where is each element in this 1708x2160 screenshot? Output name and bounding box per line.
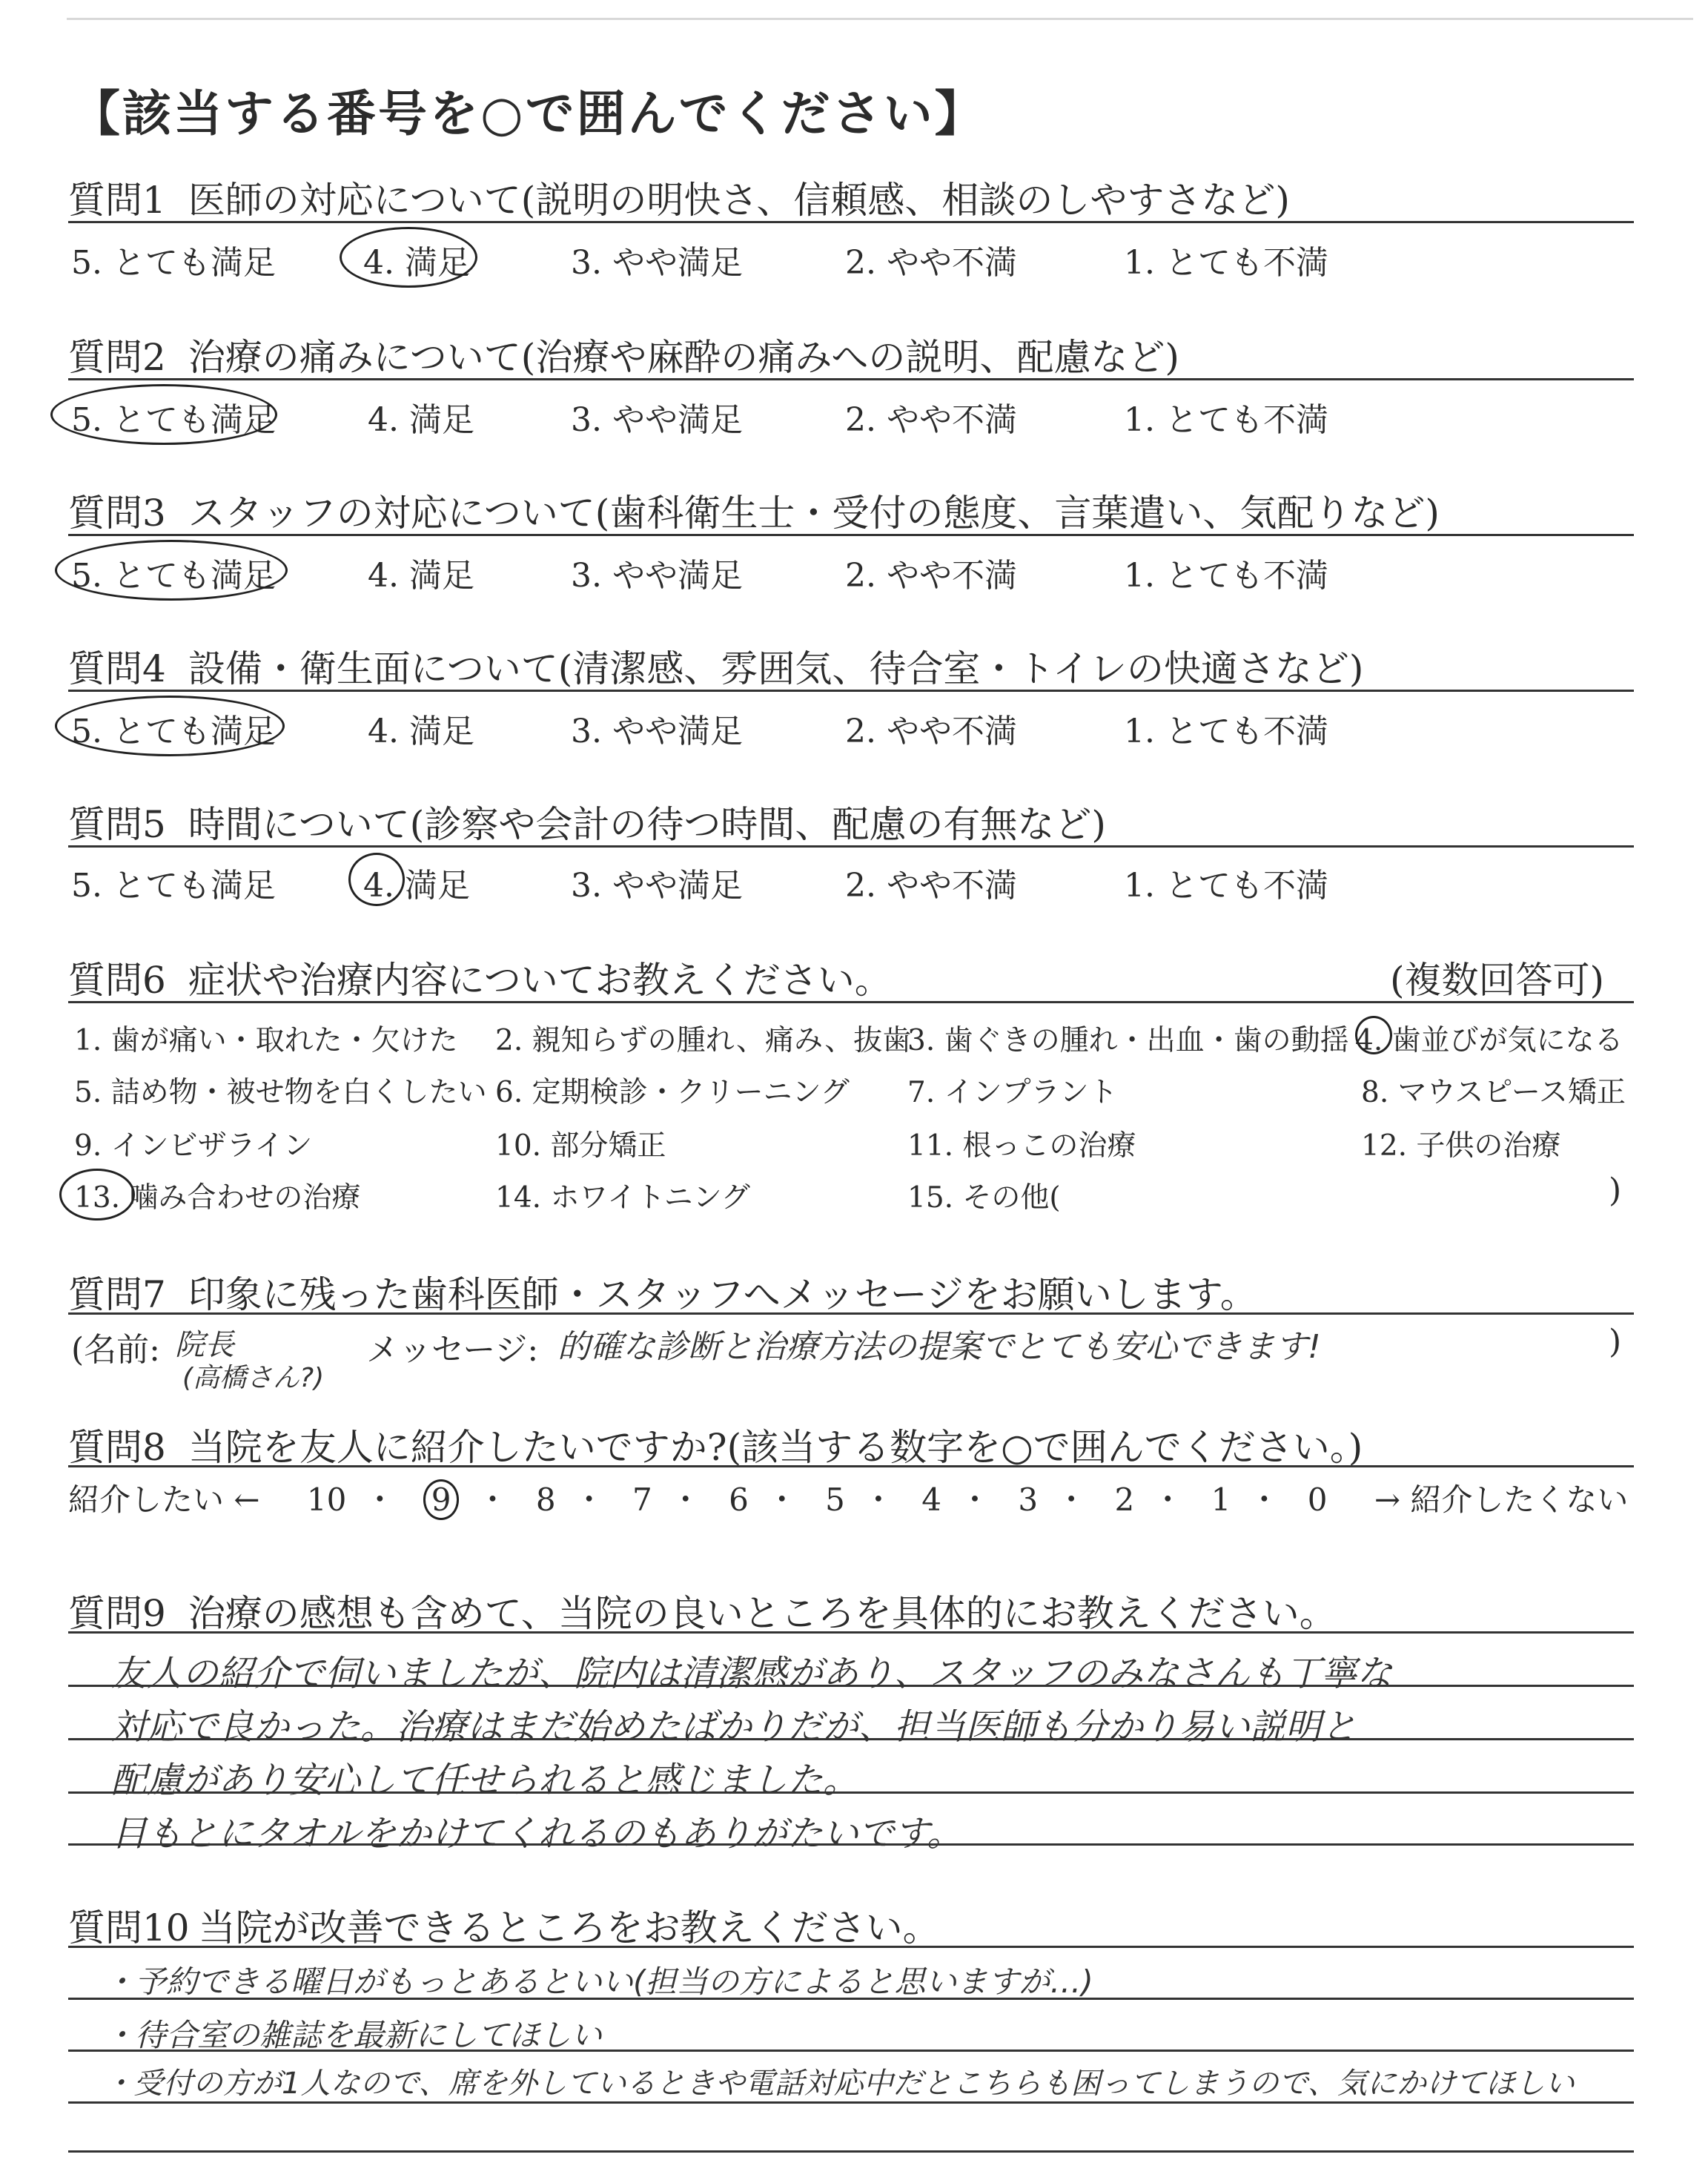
q6-item-2[interactable]: 2. 親知らずの腫れ、痛み、抜歯 [495,1024,912,1057]
question-10-title: 質問10 当院が改善できるところをお教えください。 [68,1906,940,1949]
q10-line-1: ・予約できる曜日がもっとあるといい(担当の方によると思いますが…) [104,1964,1093,2000]
question-10-rule-4 [68,2150,1634,2153]
q3-option-2[interactable]: 2. やや不満 [845,557,1017,595]
q4-option-1[interactable]: 1. とても不満 [1124,713,1328,750]
q2-option-3[interactable]: 3. やや満足 [571,401,743,439]
question-6-title: 質問6 症状や治療内容についてお教えください。 [68,959,892,1002]
q6-item-12[interactable]: 12. 子供の治療 [1361,1129,1561,1163]
q6-item-10[interactable]: 10. 部分矯正 [495,1129,666,1163]
q10-line-3: ・受付の方が1人なので、席を外しているときや電話対応中だとこちらも困ってしまうので、気にかけてほしい [104,2067,1575,2101]
scale-right-label: → 紹介したくない [1374,1482,1629,1518]
q1-option-3[interactable]: 3. やや満足 [571,244,743,282]
q9-line-3: 配慮があり安心して任せられると感じました。 [111,1760,859,1801]
scale-10[interactable]: 10 [306,1482,347,1518]
question-10-rule-3 [68,2101,1634,2104]
question-4-title: 質問4 設備・衛生面について(清潔感、雰囲気、待合室・トイレの快適さなど) [68,647,1364,690]
scale-0[interactable]: 0 [1307,1482,1328,1518]
scale-8[interactable]: 8 [535,1482,556,1518]
q5-option-1[interactable]: 1. とても不満 [1124,867,1328,905]
question-9-rule-0 [68,1631,1634,1634]
q9-line-2: 対応で良かった。治療はまだ始めたばかりだが、担当医師も分かり易い説明と [111,1706,1357,1748]
scale-6[interactable]: 6 [729,1482,749,1518]
question-10-rule-1 [68,1998,1634,2000]
q6-item-6[interactable]: 6. 定期検診・クリーニング [495,1076,850,1109]
q7-name-label: (名前: [71,1331,160,1369]
scale-4[interactable]: 4 [921,1482,942,1518]
question-5-title: 質問5 時間について(診察や会計の待つ時間、配慮の有無など) [68,803,1106,846]
question-10-rule-0 [68,1946,1634,1948]
q6-other-close: ) [1609,1172,1622,1209]
q4-option-4[interactable]: 4. 満足 [368,713,474,750]
q3-option-4[interactable]: 4. 満足 [368,557,474,595]
q5-option-4[interactable]: 4. 満足 [363,867,470,905]
scale-1[interactable]: 1 [1211,1482,1231,1518]
q6-item-5[interactable]: 5. 詰め物・被せ物を白くしたい [74,1076,487,1109]
q4-option-3[interactable]: 3. やや満足 [571,713,743,750]
question-6-rule [68,1001,1634,1003]
question-1-title: 質問1 医師の対応について(説明の明快さ、信頼感、相談のしやすさなど) [68,179,1290,222]
q7-name-value: 院長 [175,1328,234,1362]
question-3-rule [68,534,1634,536]
question-10-rule-2 [68,2050,1634,2052]
q3-option-1[interactable]: 1. とても不満 [1124,557,1328,595]
q6-item-9[interactable]: 9. インビザライン [74,1129,313,1163]
q9-line-4: 目もとにタオルをかけてくれるのもありがたいです。 [111,1813,963,1855]
q6-item-8[interactable]: 8. マウスピース矯正 [1361,1076,1626,1109]
q6-item-7[interactable]: 7. インプラント [907,1076,1118,1109]
q4-option-5[interactable]: 5. とても満足 [71,713,276,750]
q3-option-5[interactable]: 5. とても満足 [71,557,276,595]
q2-option-5[interactable]: 5. とても満足 [71,401,276,439]
scale-left-label: 紹介したい ← [68,1482,260,1518]
q1-option-2[interactable]: 2. やや不満 [845,244,1017,282]
question-8-rule [68,1465,1634,1467]
q6-item-15[interactable]: 15. その他( [907,1181,1061,1215]
question-7-rule [68,1312,1634,1315]
q6-item-14[interactable]: 14. ホワイトニング [495,1181,750,1215]
q2-option-1[interactable]: 1. とても不満 [1124,401,1328,439]
question-9-rule-3 [68,1791,1634,1794]
question-7-title: 質問7 印象に残った歯科医師・スタッフへメッセージをお願いします。 [68,1273,1257,1316]
q1-option-4[interactable]: 4. 満足 [363,244,470,282]
question-1-rule [68,221,1634,223]
question-2-rule [68,378,1634,380]
q6-item-13[interactable]: 13. 噛み合わせの治療 [74,1181,361,1215]
q7-message-value: 的確な診断と治療方法の提案でとても安心できます! [557,1328,1321,1366]
scale-7[interactable]: 7 [632,1482,652,1518]
q6-item-1[interactable]: 1. 歯が痛い・取れた・欠けた [74,1024,458,1057]
top-border [67,18,1693,20]
question-9-rule-1 [68,1685,1634,1687]
q6-item-4[interactable]: 4. 歯並びが気になる [1355,1024,1623,1057]
q9-line-1: 友人の紹介で伺いましたが、院内は清潔感があり、スタッフのみなさんも丁寧な [111,1653,1393,1694]
question-2-title: 質問2 治療の痛みについて(治療や麻酔の痛みへの説明、配慮など) [68,336,1179,379]
q4-option-2[interactable]: 2. やや不満 [845,713,1017,750]
q3-option-3[interactable]: 3. やや満足 [571,557,743,595]
q7-close: ) [1609,1323,1622,1361]
question-4-rule [68,690,1634,692]
scale-5[interactable]: 5 [825,1482,845,1518]
q2-option-2[interactable]: 2. やや不満 [845,401,1017,439]
question-9-rule-4 [68,1843,1634,1846]
q5-option-5[interactable]: 5. とても満足 [71,867,276,905]
question-9-rule-2 [68,1738,1634,1740]
q6-item-11[interactable]: 11. 根っこの治療 [907,1129,1136,1163]
q5-option-3[interactable]: 3. やや満足 [571,867,743,905]
question-8-title: 質問8 当院を友人に紹介したいですか?(該当する数字を○で囲んでください。) [68,1426,1363,1469]
question-3-title: 質問3 スタッフの対応について(歯科衛生士・受付の態度、言葉遣い、気配りなど) [68,492,1440,535]
instruction-header: 【該当する番号を○で囲んでください】 [71,85,986,142]
question-9-title: 質問9 治療の感想も含めて、当院の良いところを具体的にお教えください。 [68,1592,1337,1635]
scale-3[interactable]: 3 [1018,1482,1039,1518]
q7-name-note: (高橋さん?) [182,1363,325,1393]
q5-option-2[interactable]: 2. やや不満 [845,867,1017,905]
scale-2[interactable]: 2 [1114,1482,1135,1518]
q10-line-2: ・待合室の雑誌を最新にしてほしい [104,2017,603,2053]
q2-option-4[interactable]: 4. 満足 [368,401,474,439]
multiple-answers-note: (複数回答可) [1389,959,1604,1002]
question-5-rule [68,845,1634,848]
q7-message-label: メッセージ: [366,1331,539,1369]
q1-option-5[interactable]: 5. とても満足 [71,244,276,282]
scale-9[interactable]: 9 [423,1479,460,1520]
recommend-scale: 紹介したい ← 10 ・ 9 ・ 8 ・ 7 ・ 6 ・ 5 ・ 4 ・ 3 ・ 2 ・ 1 ・ 0 → 紹介したくない [68,1476,1628,1520]
q6-item-3[interactable]: 3. 歯ぐきの腫れ・出血・歯の動揺 [907,1024,1349,1057]
q1-option-1[interactable]: 1. とても不満 [1124,244,1328,282]
